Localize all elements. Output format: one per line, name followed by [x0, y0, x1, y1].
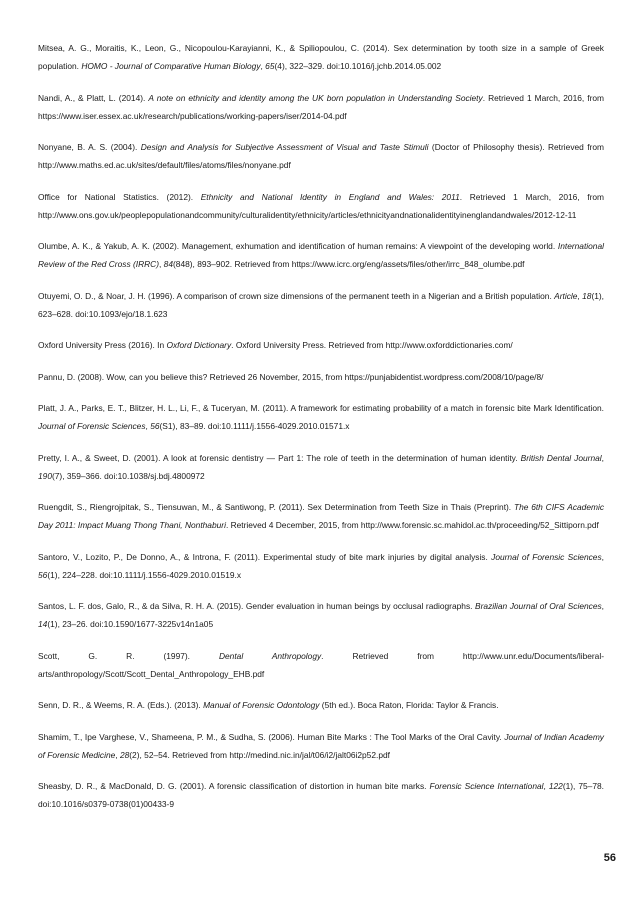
reference-italic-text: 190: [38, 470, 52, 481]
reference-text: ,: [601, 452, 604, 463]
reference-text: (S1), 83–89. doi:10.1111/j.1556-4029.2010.01571.x: [159, 421, 350, 431]
reference-entry: [38, 237, 604, 273]
reference-text: ,: [159, 259, 164, 269]
reference-text: Ruengdit, S., Riengrojpitak, S., Tiensuwan, M., & Santiwong, P. (2011). Sex Determination from Teeth Size in Thais (Preprint).: [38, 502, 514, 512]
reference-text: Oxford University Press (2016). In: [38, 340, 167, 350]
reference-entry: [38, 498, 604, 534]
reference-entry: [38, 728, 604, 764]
reference-text: ,: [145, 421, 151, 431]
reference-italic-text: 84: [163, 259, 173, 269]
reference-text: (2), 52–54. Retrieved from http://medind.nic.in/jal/t06/i2/jalt06i2p52.pdf: [129, 749, 390, 760]
reference-italic-text: Forensic Science International: [429, 781, 544, 791]
reference-italic-text: Design and Analysis for Subjective Assessment of Visual and Taste Stimuli: [140, 142, 429, 152]
page-number: 56: [603, 852, 616, 864]
reference-text: (1), 623–628. doi:10.1093/ejo/18.1.623: [38, 290, 604, 319]
reference-text: . Retrieved 1 March, 2016, from https://www.iser.essex.ac.uk/research/publications/working-papers/iser/2014-04.pdf: [38, 92, 605, 121]
reference-italic-text: Oxford Dictionary: [166, 340, 232, 350]
reference-italic-text: International Review of the Red Cross (IRRC): [38, 241, 604, 269]
reference-entry: [38, 696, 604, 714]
reference-italic-text: Dental Anthropology: [218, 650, 322, 661]
reference-text: Santos, L. F. dos, Galo, R., & da Silva, R. H. A. (2015). Gender evaluation in human beings by occlusal radiographs.: [38, 601, 476, 611]
reference-entry: [38, 188, 604, 224]
reference-italic-text: 122: [548, 781, 563, 791]
reference-text: . Retrieved 4 December, 2015, from http://www.forensic.sc.mahidol.ac.th/proceeding/52_Sittiporn.pdf: [225, 520, 599, 530]
reference-entry: [38, 368, 604, 386]
reference-entry: [38, 647, 604, 683]
reference-italic-text: A note on ethnicity and identity among the UK born population in Understanding Society: [148, 92, 483, 103]
reference-text: (1), 23–26. doi:10.1590/1677-3225v14n1a05: [47, 619, 214, 629]
reference-entry: [38, 39, 604, 75]
reference-italic-text: 56: [150, 421, 160, 431]
reference-italic-text: The 6th CIFS Academic Day 2011: Impact Muang Thong Thani, Nonthaburi: [38, 502, 605, 530]
reference-italic-text: Journal of Forensic Sciences: [38, 421, 146, 431]
reference-text: ,: [601, 551, 604, 562]
reference-text: ,: [577, 290, 583, 301]
reference-list: [38, 39, 604, 827]
reference-text: Senn, D. R., & Weems, R. A. (Eds.). (2013).: [38, 700, 204, 710]
reference-italic-text: 65: [265, 61, 275, 71]
reference-text: . Oxford University Press. Retrieved from http://www.oxforddictionaries.com/: [231, 340, 513, 350]
reference-text: ,: [543, 781, 549, 791]
reference-text: Office for National Statistics. (2012).: [38, 191, 201, 202]
reference-text: (7), 359–366. doi:10.1038/sj.bdj.4800972: [51, 470, 205, 481]
reference-entry: [38, 777, 604, 813]
reference-italic-text: HOMO - Journal of Comparative Human Biology: [81, 61, 261, 71]
reference-text: (4), 322–329. doi:10.1016/j.jchb.2014.05.002: [274, 61, 442, 71]
reference-text: ,: [601, 601, 604, 611]
reference-entry: [38, 336, 604, 354]
reference-text: ,: [260, 61, 266, 71]
reference-entry: [38, 548, 604, 584]
reference-entry: [38, 89, 604, 125]
reference-text: (5th ed.). Boca Raton, Florida: Taylor & Francis.: [319, 700, 499, 710]
reference-text: (1), 75–78. doi:10.1016/s0379-0738(01)00433-9: [38, 781, 604, 809]
reference-text: . Retrieved 1 March, 2016, from http://www.ons.gov.uk/peoplepopulationandcommunity/culturalidentity/ethnicity/articles/ethnicityandnationalidentityinenglandandwales/2012-12-11: [38, 191, 604, 220]
reference-text: Scott, G. R. (1997).: [38, 650, 219, 661]
reference-italic-text: 56: [38, 569, 48, 580]
reference-italic-text: British Dental Journal: [520, 452, 602, 463]
reference-italic-text: Journal of Indian Academy of Forensic Medicine: [38, 731, 604, 760]
reference-text: ,: [115, 749, 120, 760]
reference-italic-text: 14: [38, 619, 48, 629]
reference-text: Nonyane, B. A. S. (2004).: [38, 142, 141, 152]
reference-italic-text: Journal of Forensic Sciences: [491, 551, 602, 562]
reference-italic-text: 28: [119, 749, 130, 760]
reference-italic-text: Article: [554, 290, 578, 301]
reference-entry: [38, 138, 604, 174]
reference-italic-text: Brazilian Journal of Oral Sciences: [475, 601, 602, 611]
reference-text: (Doctor of Philosophy thesis). Retrieved from http://www.maths.ed.ac.uk/sites/default/files/atoms/files/nonyane.pdf: [38, 142, 604, 170]
reference-text: Pannu, D. (2008). Wow, can you believe this? Retrieved 26 November, 2015, from https://punjabidentist.wordpress.com/2008/10/page/8/: [38, 371, 544, 382]
reference-text: Olumbe, A. K., & Yakub, A. K. (2002). Management, exhumation and identification of human remains: A viewpoint of the developing world.: [38, 241, 558, 251]
reference-text: Mitsea, A. G., Moraitis, K., Leon, G., Nicopoulou-Karayianni, K., & Spiliopoulou, C. (2014). Sex determination by tooth size in a sample of Greek population.: [38, 43, 604, 71]
reference-text: . Retrieved from http://www.unr.edu/Documents/liberal-arts/anthropology/Scott/Scott_Dental_Anthropology_EHB.pdf: [38, 650, 604, 679]
reference-italic-text: Ethnicity and National Identity in England and Wales: 2011: [200, 191, 460, 202]
reference-italic-text: Manual of Forensic Odontology: [203, 700, 320, 710]
reference-entry: [38, 597, 604, 633]
reference-entry: [38, 287, 604, 323]
reference-entry: [38, 449, 604, 485]
reference-text: Shamim, T., Ipe Varghese, V., Shameena, P. M., & Sudha, S. (2006). Human Bite Marks : The Tool Marks of the Oral Cavity.: [38, 731, 505, 742]
reference-text: Sheasby, D. R., & MacDonald, D. G. (2001). A forensic classification of distortion in human bite marks.: [38, 781, 430, 791]
reference-text: Nandi, A., & Platt, L. (2014).: [38, 92, 149, 103]
reference-text: Platt, J. A., Parks, E. T., Blitzer, H. L., Li, F., & Tuceryan, M. (2011). A framework for estimating probability of a match in forensic bite Mark Identification.: [38, 403, 604, 413]
reference-entry: [38, 399, 604, 435]
reference-text: (1), 224–228. doi:10.1111/j.1556-4029.2010.01519.x: [47, 569, 242, 580]
reference-text: Santoro, V., Lozito, P., De Donno, A., & Introna, F. (2011). Experimental study of bite mark injuries by digital analysis.: [38, 551, 492, 562]
reference-text: (848), 893–902. Retrieved from https://www.icrc.org/eng/assets/files/other/irrc_848_olumbe.pdf: [173, 259, 525, 269]
reference-italic-text: 18: [582, 290, 592, 301]
reference-text: Otuyemi, O. D., & Noar, J. H. (1996). A comparison of crown size dimensions of the permanent teeth in a Nigerian and a British population.: [38, 290, 555, 301]
reference-text: Pretty, I. A., & Sweet, D. (2001). A look at forensic dentistry — Part 1: The role of teeth in the determination of human identity.: [38, 452, 521, 463]
